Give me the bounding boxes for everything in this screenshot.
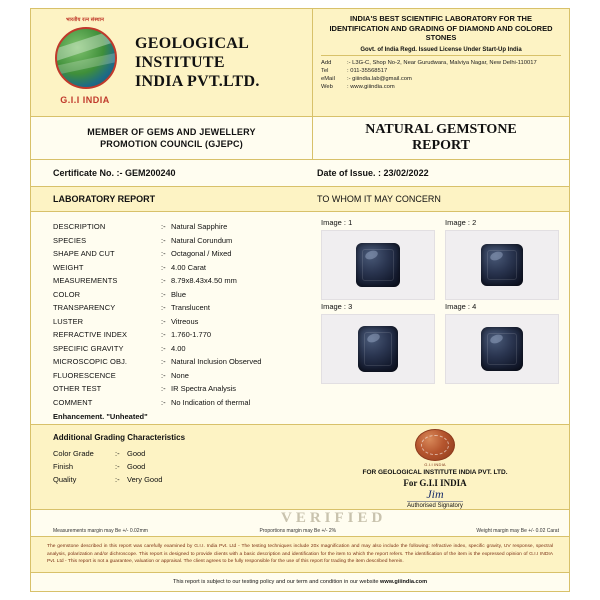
property-value: Octagonal / Mixed <box>171 249 232 258</box>
margin-notes <box>31 528 569 534</box>
address-value: L3G-C, Shop No-2, Near Gurudwara, Malviya Nagar, New Delhi-110017 <box>352 59 537 66</box>
property-key: WEIGHT <box>53 262 84 272</box>
property-separator: :- <box>161 276 166 285</box>
property-key: MEASUREMENTS <box>53 276 118 285</box>
property-separator: :- <box>161 370 166 380</box>
header-info-block <box>313 9 569 116</box>
property-row <box>53 315 307 329</box>
property-value: Translucent <box>171 303 210 312</box>
property-row <box>53 369 307 383</box>
logo-hindi-arc-text: भारतीय रत्न संस्थान <box>65 16 105 23</box>
grading-value: Very Good <box>127 475 163 484</box>
tel-row: Tel : 011-35568517 <box>321 67 388 74</box>
property-value: No Indication of thermal <box>171 397 251 407</box>
gem-image-label: Image : 4 <box>445 302 477 311</box>
property-row <box>53 274 307 288</box>
grading-list <box>31 425 313 509</box>
property-value: 8.79x8.43x4.50 mm <box>171 276 237 285</box>
verified-band <box>31 510 569 537</box>
company-for-line: FOR GEOLOGICAL INSTITUTE INDIA PVT. LTD. <box>362 469 508 476</box>
email-value[interactable]: giiindia.lab@gmail.com <box>352 75 412 82</box>
footer-text: This report is subject to our testing policy and our term and condition in our website <box>172 578 381 585</box>
issue-date-value: 23/02/2022 <box>383 168 429 178</box>
grading-row <box>53 460 307 473</box>
gem-icon <box>481 327 523 371</box>
grading-section <box>31 424 569 510</box>
property-value: Natural Sapphire <box>171 222 228 231</box>
property-key: LUSTER <box>53 316 84 326</box>
property-row <box>53 328 307 342</box>
property-row <box>53 247 307 261</box>
property-value: 1.760-1.770 <box>171 330 212 339</box>
issue-date: Date of Issue. : 23/02/2022 <box>317 168 429 178</box>
property-separator: :- <box>161 357 166 366</box>
tel-label: Tel <box>321 67 329 74</box>
property-key: MICROSCOPIC OBJ. <box>53 357 128 366</box>
certificate-header <box>31 9 569 117</box>
company-for-short: For G.I.I INDIA <box>403 478 467 488</box>
property-row <box>53 261 307 275</box>
membership-block <box>31 117 313 159</box>
proportion-margin: Proportions margin may Be +/- 2% <box>259 528 337 534</box>
grading-separator: :- <box>115 449 120 458</box>
footer-website[interactable]: www.giiindia.com <box>380 578 428 585</box>
email-row: eMail :- giiindia.lab@gmail.com <box>321 75 412 82</box>
enhancement-note: Enhancement. "Unheated" <box>53 412 148 421</box>
property-row <box>53 342 307 356</box>
property-value: Blue <box>171 289 187 299</box>
certificate-card <box>30 8 570 592</box>
email-label: eMail <box>321 75 335 82</box>
contact-block <box>321 59 561 92</box>
disclaimer-text: The gemstone described in this report was carefully examined by G.I.I. India Pvt. Ltd - The testing techniques include 20x magnification and may also include the following: refractive index, specific gravity, UV response, spectral analysis, polarization and/or dichroscope. This report is designed to provide clients with a basic description and identification for the item to which the report refers. The identification of the item is the expressed opinion of G.I.I INDIA Pvt. Ltd - This report is not a guarantee, valuation or appraisal. The client agrees to be fully responsible for the use of this report for trading the item described herein. <box>31 537 569 573</box>
property-separator: :- <box>161 249 166 258</box>
signature-block <box>313 425 569 509</box>
tel-value: 011-35568517 <box>350 67 388 74</box>
property-key: SPECIFIC GRAVITY <box>53 343 124 353</box>
registration-line: Govt. of India Regd. Issued License Under Start-Up India <box>321 47 561 56</box>
address-row: Add :- L3G-C, Shop No-2, Near Gurudwara, Malviya Nagar, New Delhi-110017 <box>321 59 537 66</box>
property-separator: :- <box>161 235 166 245</box>
gem-image-cell <box>321 218 435 300</box>
certificate-body <box>31 212 569 424</box>
web-value[interactable]: www.giiindia.com <box>350 84 395 91</box>
property-row <box>53 301 307 315</box>
grading-row <box>53 447 307 460</box>
header-title-line3: INDIA PVT.LTD. <box>135 73 260 90</box>
property-separator: :- <box>161 384 166 393</box>
property-key: OTHER TEST <box>53 384 102 393</box>
property-row <box>53 396 307 410</box>
header-title-block <box>129 34 260 91</box>
property-value: 4.00 Carat <box>171 262 207 272</box>
gem-image-cell <box>321 302 435 384</box>
issue-date-label: Date of Issue. <box>317 168 376 178</box>
weight-margin: Weight margin may Be +/- 0.02 Carat <box>476 528 559 534</box>
logo-brand-text: G.I.I INDIA <box>60 94 110 105</box>
property-separator: :- <box>161 303 166 312</box>
grading-title: Additional Grading Characteristics <box>53 433 186 442</box>
property-row <box>53 355 307 369</box>
gem-image-grid <box>321 218 559 384</box>
grading-key: Finish <box>53 462 74 471</box>
gem-icon <box>481 244 523 286</box>
property-key: DESCRIPTION <box>53 222 106 231</box>
property-key: TRANSPARENCY <box>53 303 116 312</box>
grading-value: Good <box>127 449 146 458</box>
lab-report-addressee: TO WHOM IT MAY CONCERN <box>317 194 441 204</box>
gem-photo-4[interactable] <box>445 314 559 384</box>
gii-logo <box>41 15 129 111</box>
properties-list <box>31 212 313 424</box>
report-title-line2: REPORT <box>412 138 470 153</box>
header-title-line1: GEOLOGICAL <box>135 35 250 52</box>
property-key: COLOR <box>53 289 81 299</box>
property-value: Vitreous <box>171 316 199 326</box>
property-key: REFRACTIVE INDEX <box>53 330 128 339</box>
header-brand-block <box>31 9 313 116</box>
globe-logo-icon <box>55 27 117 89</box>
property-key: COMMENT <box>53 397 93 407</box>
certificate-number-value: GEM200240 <box>125 168 176 178</box>
membership-line1: MEMBER OF GEMS AND JEWELLERY <box>87 127 256 137</box>
certificate-meta-row <box>31 160 569 187</box>
property-separator: :- <box>161 316 166 326</box>
gem-image-cell <box>445 302 559 384</box>
gem-images-panel <box>313 212 569 424</box>
authorised-signatory-label: Authorised Signatory <box>407 503 463 509</box>
gem-icon <box>356 243 400 287</box>
gem-photo-1[interactable] <box>321 230 435 300</box>
official-seal-icon <box>415 429 455 461</box>
grading-key: Quality <box>53 475 77 484</box>
property-key: SPECIES <box>53 235 87 245</box>
property-value: 4.00 <box>171 343 186 353</box>
gem-photo-3[interactable] <box>321 314 435 384</box>
property-row <box>53 288 307 302</box>
measurement-margin: Measurements margin may Be +/- 0.02mm <box>53 528 148 534</box>
property-separator: :- <box>161 289 166 299</box>
property-key: SHAPE AND CUT <box>53 249 115 258</box>
verified-watermark: VERIFIED <box>281 510 387 526</box>
property-value: None <box>171 370 189 380</box>
lab-report-label: LABORATORY REPORT <box>53 194 156 204</box>
web-label: Web <box>321 84 333 91</box>
property-row <box>53 382 307 396</box>
property-separator: :- <box>161 330 166 339</box>
seal-label: G.I.I INDIA <box>424 462 446 467</box>
property-key: FLUORESCENCE <box>53 370 116 380</box>
property-row <box>53 220 307 234</box>
web-row: Web : www.giiindia.com <box>321 84 395 91</box>
footer-note <box>31 573 569 591</box>
property-separator: :- <box>161 262 166 272</box>
property-separator: :- <box>161 343 166 353</box>
gem-image-label: Image : 3 <box>321 302 353 311</box>
gem-photo-2[interactable] <box>445 230 559 300</box>
grading-separator: :- <box>115 462 120 471</box>
property-value: Natural Corundum <box>171 235 233 245</box>
certificate-subheader <box>31 117 569 160</box>
signature-script: Jim <box>426 487 444 501</box>
gem-icon <box>358 326 398 372</box>
report-title-line1: NATURAL GEMSTONE <box>365 122 517 137</box>
lab-report-row <box>31 187 569 212</box>
property-separator: :- <box>161 222 166 231</box>
property-row <box>53 234 307 248</box>
property-value: Natural Inclusion Observed <box>171 357 262 366</box>
header-title-line2: INSTITUTE <box>135 54 225 71</box>
gem-image-cell <box>445 218 559 300</box>
property-value: IR Spectra Analysis <box>171 384 237 393</box>
certificate-number: Certificate No. :- GEM200240 <box>53 168 176 178</box>
grading-key: Color Grade <box>53 449 94 458</box>
grading-separator: :- <box>115 475 120 484</box>
property-separator: :- <box>161 397 166 407</box>
address-label: Add <box>321 59 332 66</box>
membership-line2: PROMOTION COUNCIL (GJEPC) <box>100 139 243 149</box>
gem-image-label: Image : 1 <box>321 218 353 227</box>
certificate-number-label: Certificate No. <box>53 168 115 178</box>
grading-row <box>53 473 307 486</box>
gem-image-label: Image : 2 <box>445 218 477 227</box>
report-title-block <box>313 117 569 159</box>
lab-tagline: INDIA'S BEST SCIENTIFIC LABORATORY FOR THE IDENTIFICATION AND GRADING OF DIAMOND AND COLORED STONES <box>329 14 553 42</box>
grading-value: Good <box>127 462 146 471</box>
